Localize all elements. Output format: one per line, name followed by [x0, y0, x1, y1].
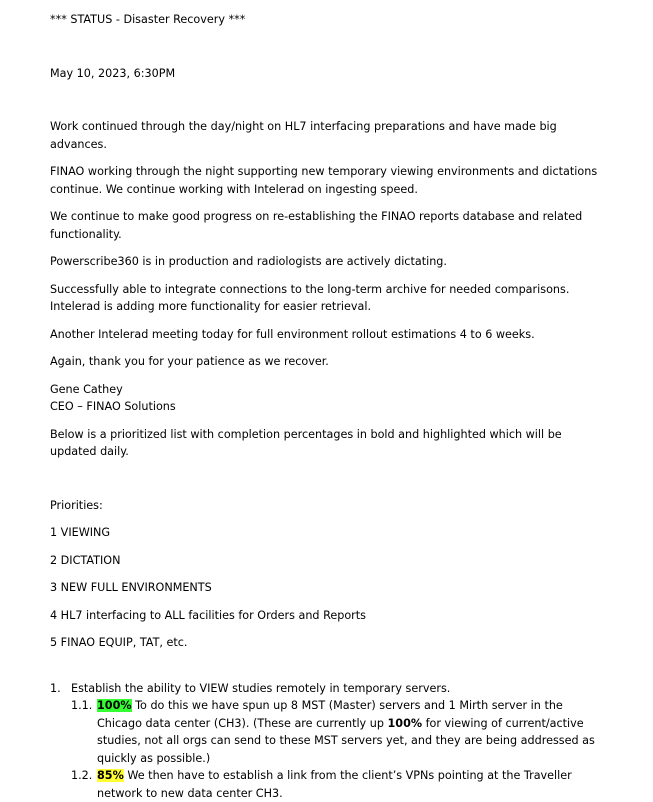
priority-2: 2 DICTATION: [50, 553, 121, 567]
signature-name: Gene Cathey: [50, 382, 123, 396]
paragraph-7: Again, thank you for your patience as we recover.: [50, 355, 329, 368]
paragraph-6: Another Intelerad meeting today for full environment rollout estimations 4 to 6 weeks.: [50, 327, 535, 341]
list-item-1-1-bold: 100%: [387, 716, 423, 730]
percent-badge-85: 85%: [97, 769, 124, 782]
paragraph-2: FINAO working through the night supporting new temporary viewing environments and dictations continue. We continue working with Intelerad on ingesting speed.: [50, 165, 598, 196]
list-item-1: [50, 680, 610, 698]
paragraph-3: We continue to make good progress on re-establishing the FINAO reports database and related functionality.: [50, 210, 583, 241]
list-item-1-2-text: We then have to establish a link from the client’s VPNs pointing at the Traveller network to new data center CH3.: [97, 769, 572, 800]
priority-1: 1 VIEWING: [50, 526, 111, 539]
list-item-1-1: [50, 697, 610, 767]
status-header: *** STATUS - Disaster Recovery ***: [50, 13, 246, 26]
list-item-1-2: [50, 767, 610, 802]
paragraph-1: Work continued through the day/night on HL7 interfacing preparations and have made big advances.: [50, 120, 557, 151]
list-item-1-1-number: 1.1.: [71, 699, 93, 712]
priorities-label: Priorities:: [50, 498, 103, 512]
priority-4: 4 HL7 interfacing to ALL facilities for Orders and Reports: [50, 608, 366, 622]
list-intro: Below is a prioritized list with completion percentages in bold and highlighted which will be updated daily.: [50, 427, 562, 458]
document-body: [50, 11, 610, 802]
list-item-1-2-number: 1.2.: [71, 769, 93, 782]
paragraph-5: Successfully able to integrate connections to the long-term archive for needed comparisons. Intelerad is adding more functionality for easier retrieval.: [50, 282, 570, 313]
list-item-1-number: 1.: [50, 681, 61, 695]
percent-badge-100: 100%: [97, 699, 132, 712]
list-item-1-text: Establish the ability to VIEW studies remotely in temporary servers.: [71, 681, 451, 695]
priority-3: 3 NEW FULL ENVIRONMENTS: [50, 581, 212, 594]
priority-5: 5 FINAO EQUIP, TAT, etc.: [50, 636, 188, 649]
report-date: May 10, 2023, 6:30PM: [50, 66, 176, 80]
list-item-1-1-text-a: To do this we have spun up 8 MST (Master) servers and 1 Mirth server in the Chicago data center (CH3). (These are currently up: [97, 699, 563, 730]
paragraph-4: Powerscribe360 is in production and radiologists are actively dictating.: [50, 255, 447, 268]
list-item-1-1-text-b: for viewing of current/active studies, not all orgs can send to these MST servers yet, and they are being addressed as quickly as possible.): [97, 716, 595, 765]
signature-title: CEO – FINAO Solutions: [50, 400, 176, 413]
